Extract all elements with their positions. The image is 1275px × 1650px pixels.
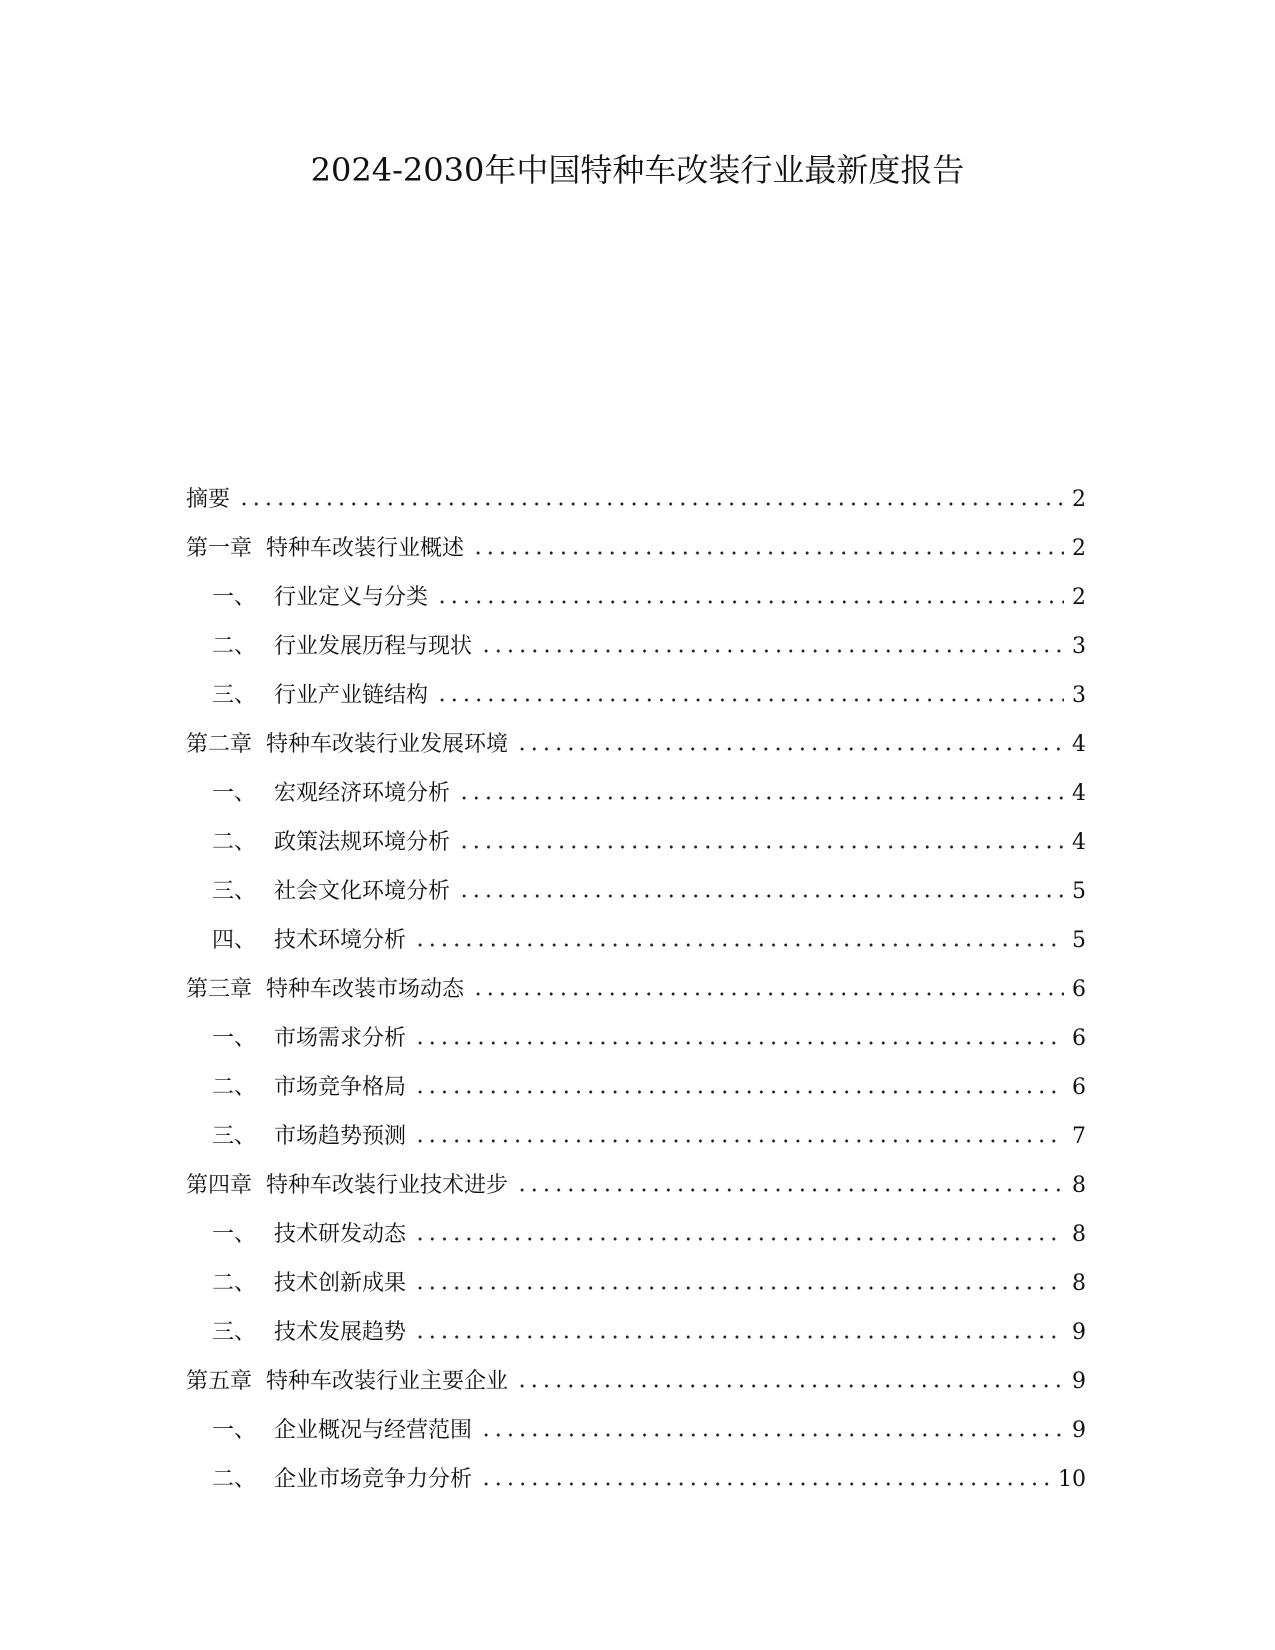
toc-section-entry[interactable] — [186, 907, 1086, 956]
toc-entry-text: 企业市场竞争力分析 — [274, 1467, 473, 1492]
toc-dot-leader — [414, 1137, 1064, 1145]
toc-entry-text: 市场需求分析 — [274, 1026, 407, 1051]
toc-section-number: 二、 — [212, 1075, 257, 1100]
toc-dot-leader — [516, 1186, 1064, 1194]
toc-entry-text: 技术环境分析 — [274, 928, 407, 953]
toc-page-number: 3 — [1072, 634, 1086, 659]
toc-entry-text: 宏观经济环境分析 — [274, 781, 451, 806]
toc-entry-text: 技术发展趋势 — [274, 1320, 407, 1345]
toc-chapter-entry[interactable] — [186, 1348, 1086, 1397]
toc-chapter-number: 第三章 — [186, 977, 253, 1002]
toc-dot-leader — [458, 843, 1064, 851]
toc-dot-leader — [480, 1431, 1064, 1439]
toc-dot-leader — [472, 549, 1064, 557]
toc-dot-leader — [414, 1333, 1064, 1341]
toc-entry-text: 社会文化环境分析 — [274, 879, 451, 904]
toc-section-number: 三、 — [212, 1320, 257, 1345]
toc-page-number: 5 — [1072, 928, 1086, 953]
toc-chapter-entry[interactable] — [186, 515, 1086, 564]
toc-page-number: 2 — [1072, 487, 1086, 512]
toc-page-number: 4 — [1072, 732, 1086, 757]
toc-section-entry[interactable] — [186, 760, 1086, 809]
toc-entry-text: 特种车改装行业概述 — [266, 536, 465, 561]
toc-dot-leader — [472, 990, 1064, 998]
toc-section-number: 二、 — [212, 1271, 257, 1296]
toc-entry-text: 行业发展历程与现状 — [274, 634, 473, 659]
toc-section-number: 三、 — [212, 1124, 257, 1149]
toc-section-number: 一、 — [212, 1418, 257, 1443]
toc-dot-leader — [480, 1480, 1050, 1488]
toc-entry-text: 特种车改装行业发展环境 — [266, 732, 509, 757]
toc-section-entry[interactable] — [186, 1054, 1086, 1103]
toc-section-number: 三、 — [212, 879, 257, 904]
toc-section-entry[interactable] — [186, 1250, 1086, 1299]
toc-page-number: 8 — [1072, 1222, 1086, 1247]
toc-dot-leader — [414, 941, 1064, 949]
toc-section-entry[interactable] — [186, 809, 1086, 858]
toc-page-number: 8 — [1072, 1271, 1086, 1296]
toc-chapter-number: 第一章 — [186, 536, 253, 561]
toc-dot-leader — [414, 1284, 1064, 1292]
toc-page-number: 6 — [1072, 977, 1086, 1002]
toc-chapter-number: 第二章 — [186, 732, 253, 757]
toc-section-number: 一、 — [212, 585, 257, 610]
toc-page-number: 10 — [1058, 1467, 1086, 1492]
toc-page-number: 4 — [1072, 830, 1086, 855]
toc-dot-leader — [238, 500, 1064, 508]
toc-chapter-number: 第四章 — [186, 1173, 253, 1198]
toc-section-number: 一、 — [212, 1222, 257, 1247]
toc-page-number: 7 — [1072, 1124, 1086, 1149]
toc-chapter-entry[interactable] — [186, 956, 1086, 1005]
toc-section-number: 四、 — [212, 928, 257, 953]
toc-dot-leader — [458, 892, 1064, 900]
toc-page-number: 4 — [1072, 781, 1086, 806]
toc-entry-text: 政策法规环境分析 — [274, 830, 451, 855]
toc-page-number: 3 — [1072, 683, 1086, 708]
toc-entry[interactable] — [186, 466, 1086, 515]
toc-dot-leader — [480, 647, 1064, 655]
toc-section-entry[interactable] — [186, 1446, 1086, 1495]
toc-section-entry[interactable] — [186, 564, 1086, 613]
toc-page-number: 9 — [1072, 1418, 1086, 1443]
toc-section-number: 二、 — [212, 1467, 257, 1492]
toc-entry-text: 特种车改装行业技术进步 — [266, 1173, 509, 1198]
toc-section-entry[interactable] — [186, 1201, 1086, 1250]
toc-entry-text: 特种车改装行业主要企业 — [266, 1369, 509, 1394]
toc-page-number: 9 — [1072, 1320, 1086, 1345]
toc-dot-leader — [414, 1039, 1064, 1047]
toc-section-number: 二、 — [212, 634, 257, 659]
toc-entry-text: 特种车改装市场动态 — [266, 977, 465, 1002]
toc-dot-leader — [516, 1382, 1064, 1390]
toc-section-entry[interactable] — [186, 1005, 1086, 1054]
table-of-contents — [186, 466, 1086, 1495]
toc-section-entry[interactable] — [186, 1397, 1086, 1446]
toc-chapter-entry[interactable] — [186, 711, 1086, 760]
toc-page-number: 2 — [1072, 585, 1086, 610]
toc-dot-leader — [414, 1235, 1064, 1243]
toc-section-number: 一、 — [212, 1026, 257, 1051]
toc-entry-text: 企业概况与经营范围 — [274, 1418, 473, 1443]
toc-entry-text: 市场竞争格局 — [274, 1075, 407, 1100]
toc-entry-text: 行业定义与分类 — [274, 585, 429, 610]
toc-chapter-entry[interactable] — [186, 1152, 1086, 1201]
toc-dot-leader — [436, 696, 1064, 704]
toc-page-number: 9 — [1072, 1369, 1086, 1394]
toc-section-entry[interactable] — [186, 613, 1086, 662]
toc-section-number: 三、 — [212, 683, 257, 708]
toc-entry-text: 技术研发动态 — [274, 1222, 407, 1247]
document-title: 2024-2030年中国特种车改装行业最新度报告 — [310, 151, 965, 189]
toc-entry-text: 市场趋势预测 — [274, 1124, 407, 1149]
toc-entry-text: 摘要 — [186, 487, 231, 512]
toc-dot-leader — [414, 1088, 1064, 1096]
toc-section-entry[interactable] — [186, 1299, 1086, 1348]
toc-dot-leader — [516, 745, 1064, 753]
toc-entry-text: 行业产业链结构 — [274, 683, 429, 708]
toc-page-number: 6 — [1072, 1075, 1086, 1100]
toc-dot-leader — [458, 794, 1064, 802]
toc-section-entry[interactable] — [186, 858, 1086, 907]
toc-section-number: 二、 — [212, 830, 257, 855]
toc-entry-text: 技术创新成果 — [274, 1271, 407, 1296]
toc-section-number: 一、 — [212, 781, 257, 806]
toc-section-entry[interactable] — [186, 1103, 1086, 1152]
toc-section-entry[interactable] — [186, 662, 1086, 711]
toc-page-number: 5 — [1072, 879, 1086, 904]
toc-page-number: 8 — [1072, 1173, 1086, 1198]
toc-chapter-number: 第五章 — [186, 1369, 253, 1394]
toc-page-number: 2 — [1072, 536, 1086, 561]
toc-dot-leader — [436, 598, 1064, 606]
toc-page-number: 6 — [1072, 1026, 1086, 1051]
